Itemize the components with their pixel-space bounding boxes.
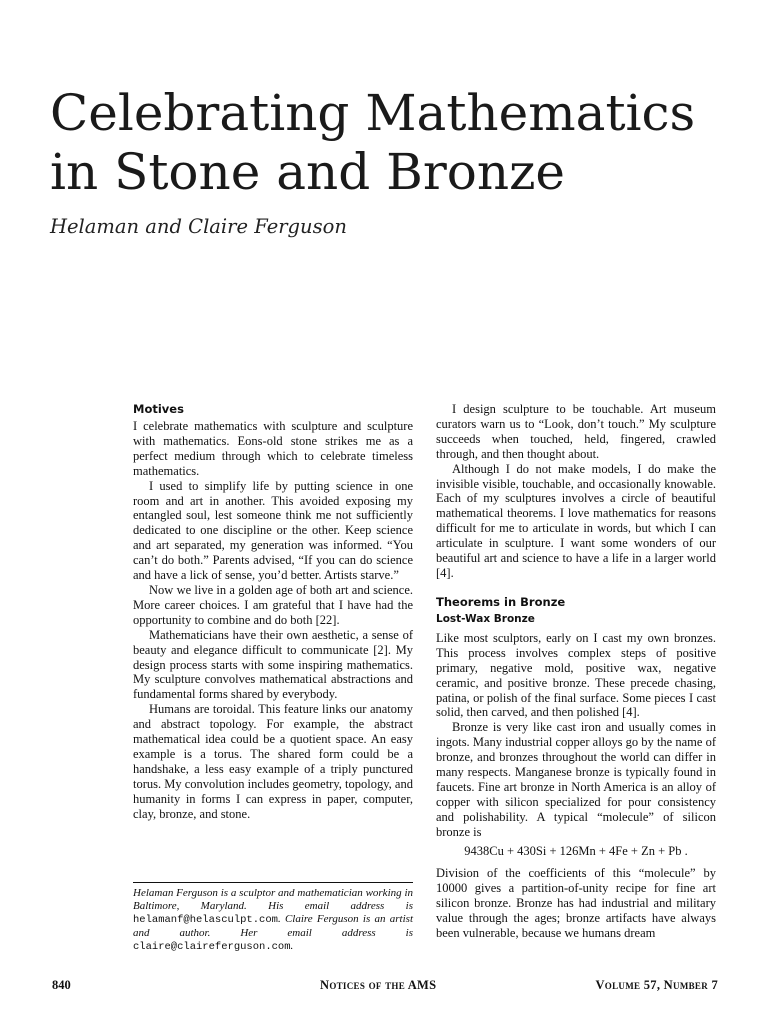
subsection-heading-lost-wax: Lost-Wax Bronze — [436, 612, 535, 625]
page-number: 840 — [52, 978, 71, 992]
bio-text: . Claire Ferguson is an artist and author. Her email address is — [133, 913, 413, 939]
author-bio-footnote — [133, 882, 413, 954]
page-footer — [52, 978, 718, 994]
paragraph: Bronze is very like cast iron and usually comes in ingots. Many industrial copper alloys go by the name of bronze, and bronzes throughout the world can differ in many respects. Manganese bronze is typically found in faucets. Fine art bronze in North America is an alloy of copper with silicon specialized for pour consistency and polishability. A typical “molecule” of silicon bronze is — [436, 720, 716, 839]
bio-text: Helaman Ferguson is a sculptor and mathematician working in Baltimore, Maryland. His email address is — [133, 887, 413, 912]
journal-name: Notices of the AMS — [320, 978, 437, 992]
paragraph: Humans are toroidal. This feature links our anatomy and abstract topology. For example, the abstract mathematical idea could be a quotient space. An easy example is a torus. The shared form could be a handshake, a less easy example of a triply punctured torus. My convolution includes geometry, topology, and humanity in forms I can express in paper, computer, clay, bronze, and stone. — [133, 702, 413, 821]
paragraph: Division of the coefficients of this “molecule” by 10000 gives a partition-of-unity recipe for fine art silicon bronze. Bronze has had industrial and military value through the ages; bronze artifacts have always been vulnerable, because we humans dream — [436, 866, 716, 941]
paragraph: Mathematicians have their own aesthetic, a sense of beauty and elegance difficult to communicate [2]. My design process starts with some inspiring mathematics. My sculpture convolves mathematical abstractions and fundamental forms shared by everybody. — [133, 627, 413, 702]
title-line-1: Celebrating Mathematics — [50, 84, 696, 142]
email-link-helaman[interactable]: helamanf@helasculpt.com — [133, 914, 278, 926]
section-heading-motives: Motives — [133, 402, 184, 416]
right-column — [436, 402, 716, 941]
paragraph: I used to simplify life by putting science in one room and art in another. This avoided exposing my entangled soul, lest someone think me not sufficiently dedicated to one discipline or the other. Keep science and art separated, my generation was informed. “You can’t do both.” Parents advised, “If you can do science and have a lick of sense, you’d better. Artists starve.” — [133, 478, 413, 583]
title-line-2: in Stone and Bronze — [50, 143, 566, 201]
formula: 9438Cu + 430Si + 126Mn + 4Fe + Zn + Pb . — [464, 843, 688, 858]
paragraph: I celebrate mathematics with sculpture and sculpture with mathematics. Eons-old stone strikes me as a perfect medium through which to celebrate timeless mathematics. — [133, 419, 413, 478]
paragraph: Like most sculptors, early on I cast my own bronzes. This process involves complex steps of positive primary, negative mold, positive wax, negative ceramic, and positive bronze. These precede chasing, patina, or polish of the final surface. Some pieces I cast solid, then carved, and then polished [4]. — [436, 630, 716, 720]
section-heading-theorems: Theorems in Bronze — [436, 594, 566, 609]
author-byline: Helaman and Claire Ferguson — [50, 215, 347, 238]
bio-text: . — [290, 940, 294, 952]
paragraph: Now we live in a golden age of both art and science. More career choices. I am grateful that I have had the opportunity to combine and do both [22]. — [133, 582, 413, 627]
paragraph: I design sculpture to be touchable. Art museum curators warn us to “Look, don’t touch.” My sculpture succeeds when touched, held, fingered, crawled through, and then thought about. — [436, 402, 716, 461]
paragraph: Although I do not make models, I do make the invisible visible, touchable, and occasionally knowable. Each of my sculptures involves a circle of beautiful mathematical theorems. I love mathematics for reasons difficult for me to articulate in words, but which I can articulate in sculpture. I want some wonders of our beautiful art and science to have a life in a larger world [4]. — [436, 461, 716, 580]
spacer — [436, 581, 716, 595]
left-column — [133, 402, 413, 821]
email-link-claire[interactable]: claire@claireferguson.com — [133, 941, 291, 953]
volume-issue: Volume 57, Number 7 — [595, 978, 718, 992]
article-title — [50, 84, 750, 202]
